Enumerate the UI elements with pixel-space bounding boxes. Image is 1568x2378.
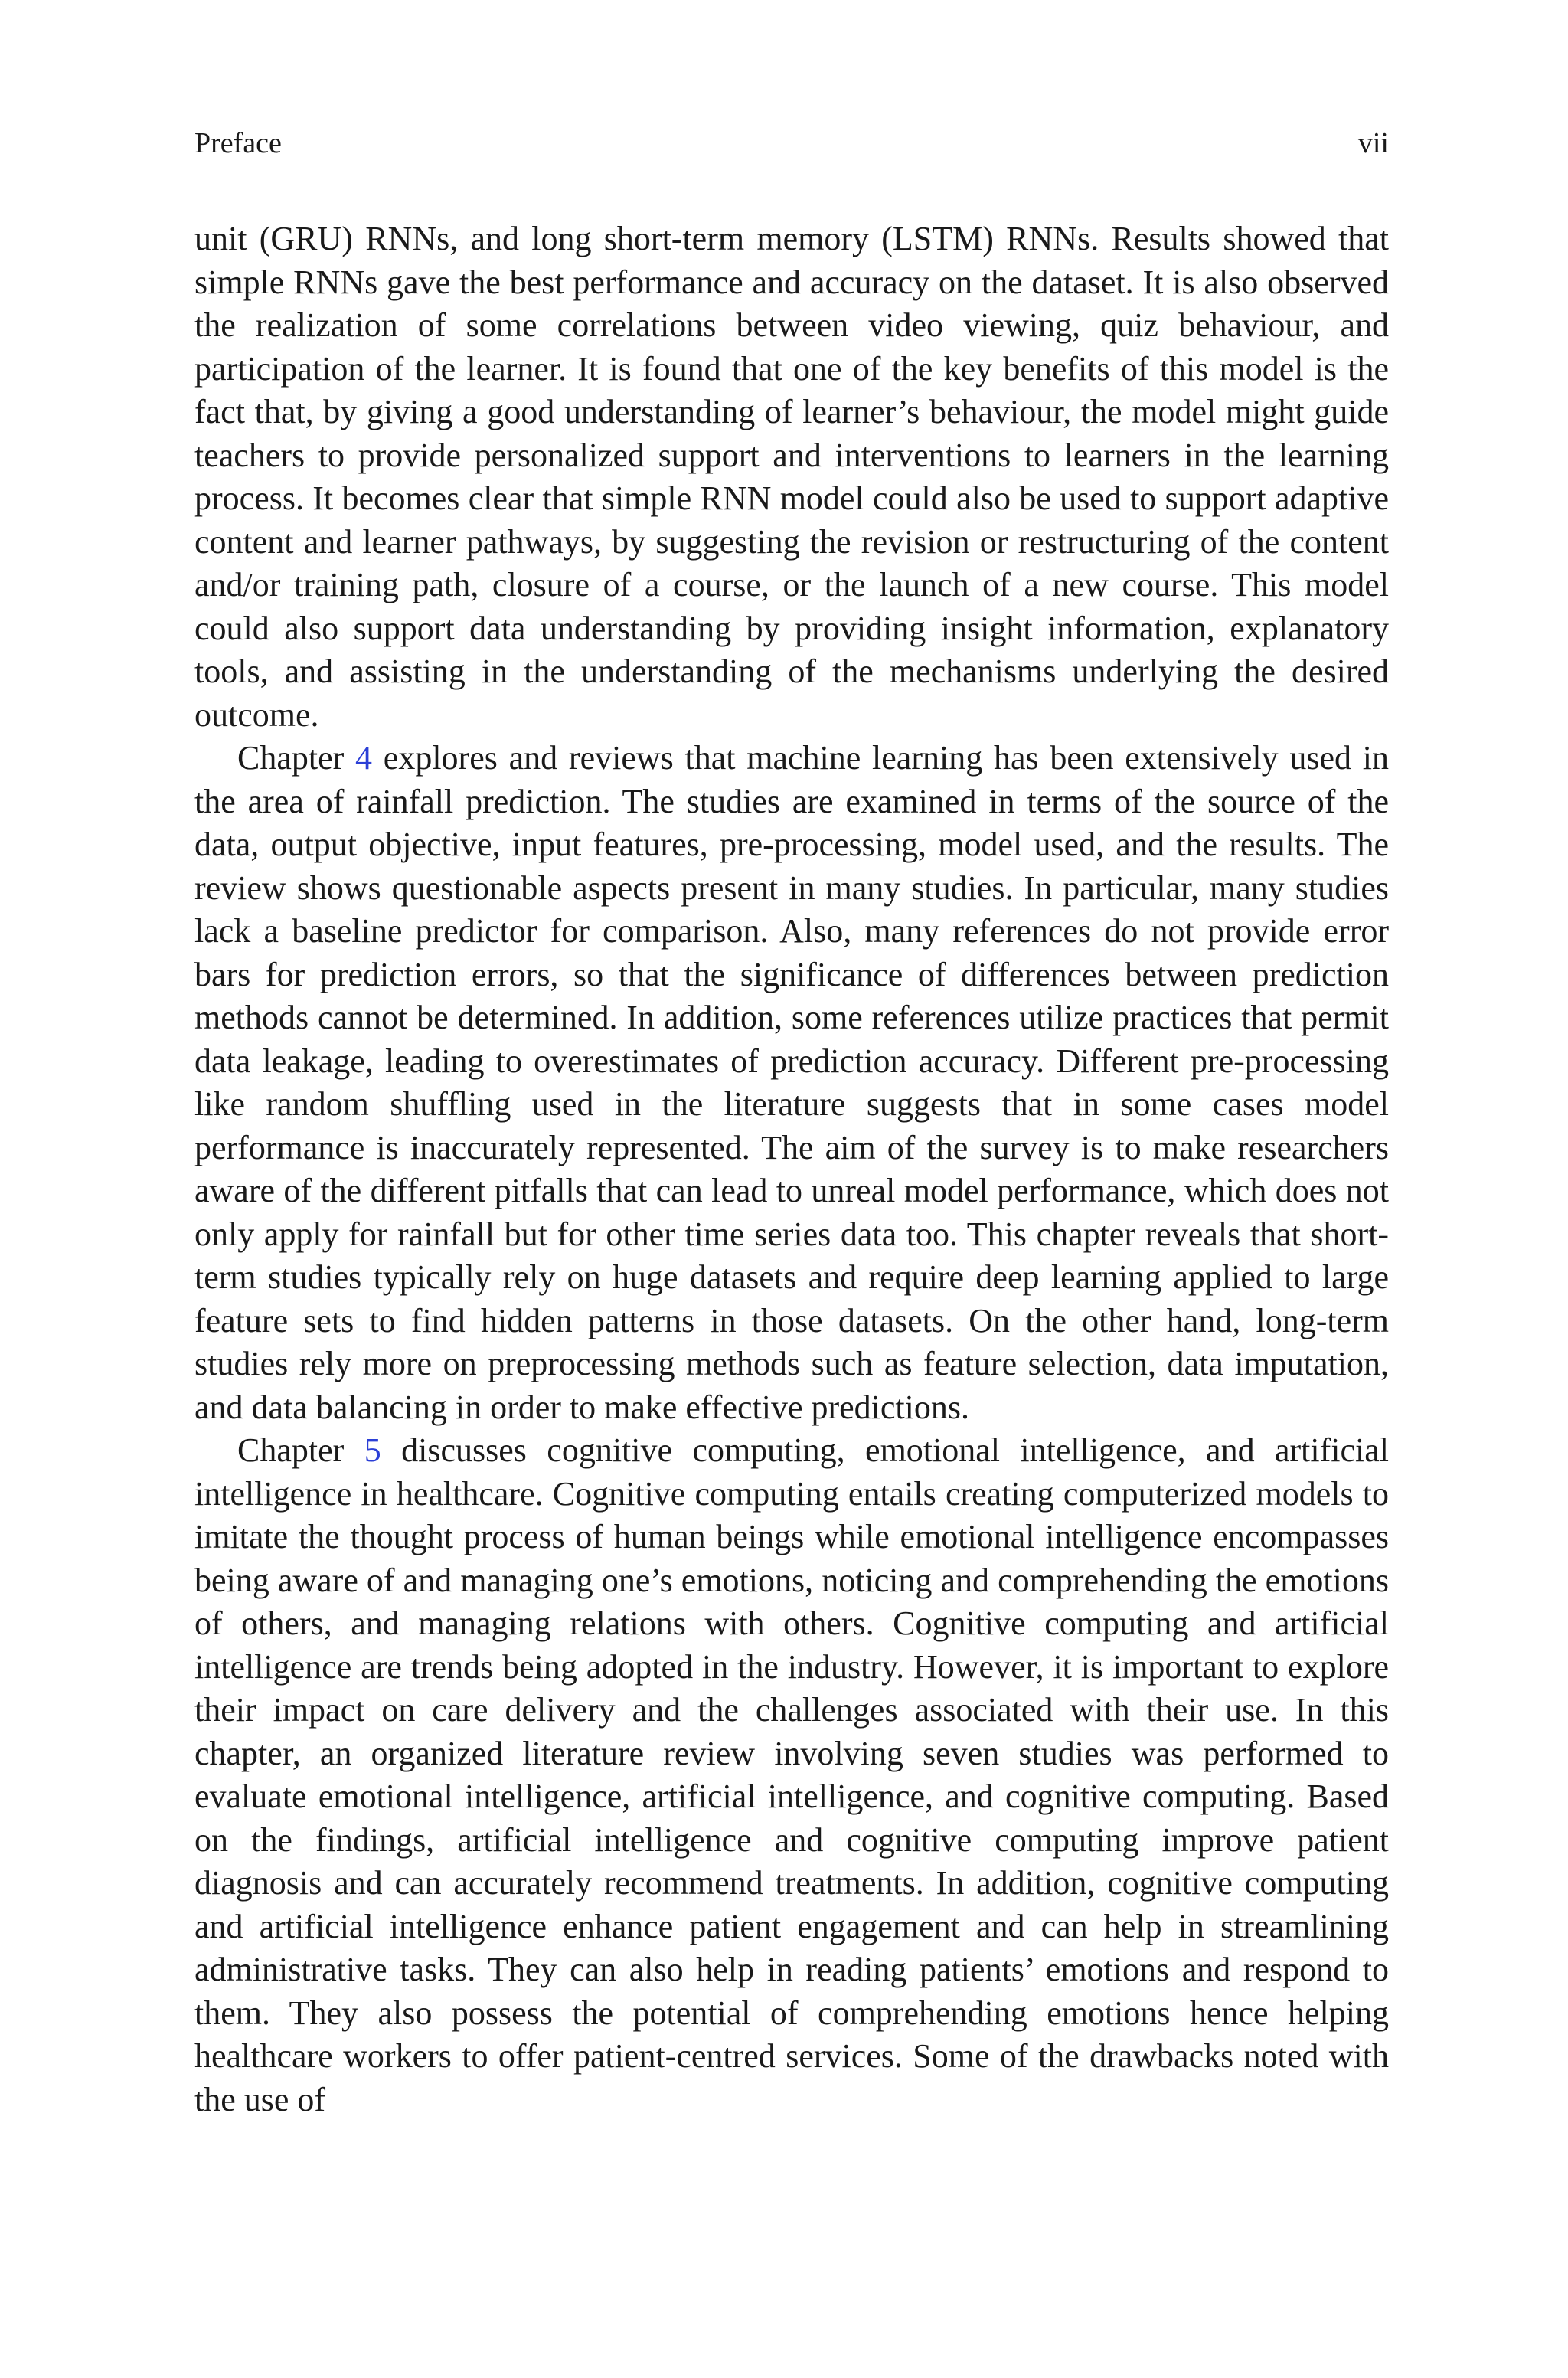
running-header: [194, 124, 1389, 162]
paragraph-body: discusses cognitive computing, emotional intelligence, and artificial intelligence in healthcare. Cognitive computing entails creating computerized models to imitate the thought process of human beings while emotional intelligence encompasses being aware of and managing one’s emotions, noticing and comprehending the emotions of others, and managing relations with others. Cognitive computing and artificial intelligence are trends being adopted in the industry. However, it is important to explore their impact on care delivery and the challenges associated with their use. In this chapter, an organized literature review involving seven studies was performed to evaluate emotional intelligence, artificial intelligence, and cognitive computing. Based on the findings, artificial intelligence and cognitive computing improve patient diagnosis and can accurately recommend treatments. In addition, cognitive computing and artificial intelligence enhance patient engagement and can help in streamlining administrative tasks. They can also help in reading patients’ emotions and respond to them. They also possess the potential of comprehending emotions hence helping healthcare workers to offer patient-centred services. Some of the drawbacks noted with the use of: [194, 1431, 1389, 2118]
paragraph-body: explores and reviews that machine learning has been extensively used in the area of rainfall prediction. The studies are examined in terms of the source of the data, output objective, input features, pre-processing, model used, and the results. The review shows questionable aspects present in many studies. In particular, many studies lack a baseline predictor for comparison. Also, many references do not provide error bars for prediction errors, so that the significance of differences between prediction methods cannot be determined. In addition, some references utilize practices that permit data leakage, leading to overestimates of prediction accuracy. Different pre-processing like random shuffling used in the literature suggests that in some cases model performance is inaccurately represented. The aim of the survey is to make researchers aware of the different pitfalls that can lead to unreal model performance, which does not only apply for rainfall but for other time series data too. This chapter reveals that short-term studies typically rely on huge datasets and require deep learning applied to large feature sets to find hidden patterns in those datasets. On the other hand, long-term studies rely more on preprocessing methods such as feature selection, data imputation, and data balancing in order to make effective predictions.: [194, 739, 1389, 1426]
paragraph-chapter-4: [194, 737, 1389, 1429]
page-number: vii: [1357, 127, 1389, 159]
paragraph-chapter-5: [194, 1429, 1389, 2121]
chapter-4-link[interactable]: 4: [355, 739, 373, 777]
paragraph-lead: Chapter: [237, 739, 356, 777]
body-text: [194, 218, 1389, 2121]
paragraph-lead: Chapter: [237, 1431, 364, 1469]
chapter-5-link[interactable]: 5: [364, 1431, 381, 1469]
section-title: Preface: [194, 127, 282, 159]
paragraph-continuation: unit (GRU) RNNs, and long short-term memory (LSTM) RNNs. Results showed that simple RNNs gave the best performance and accuracy on the dataset. It is also observed the realization of some correlations between video viewing, quiz behaviour, and participation of the learner. It is found that one of the key benefits of this model is the fact that, by giving a good understanding of learner’s behaviour, the model might guide teachers to provide personalized support and interventions to learners in the learning process. It becomes clear that simple RNN model could also be used to support adaptive content and learner pathways, by suggesting the revision or restructuring of the content and/or training path, closure of a course, or the launch of a new course. This model could also support data understanding by providing insight information, explanatory tools, and assisting in the understanding of the mechanisms underlying the desired outcome.: [194, 220, 1389, 734]
